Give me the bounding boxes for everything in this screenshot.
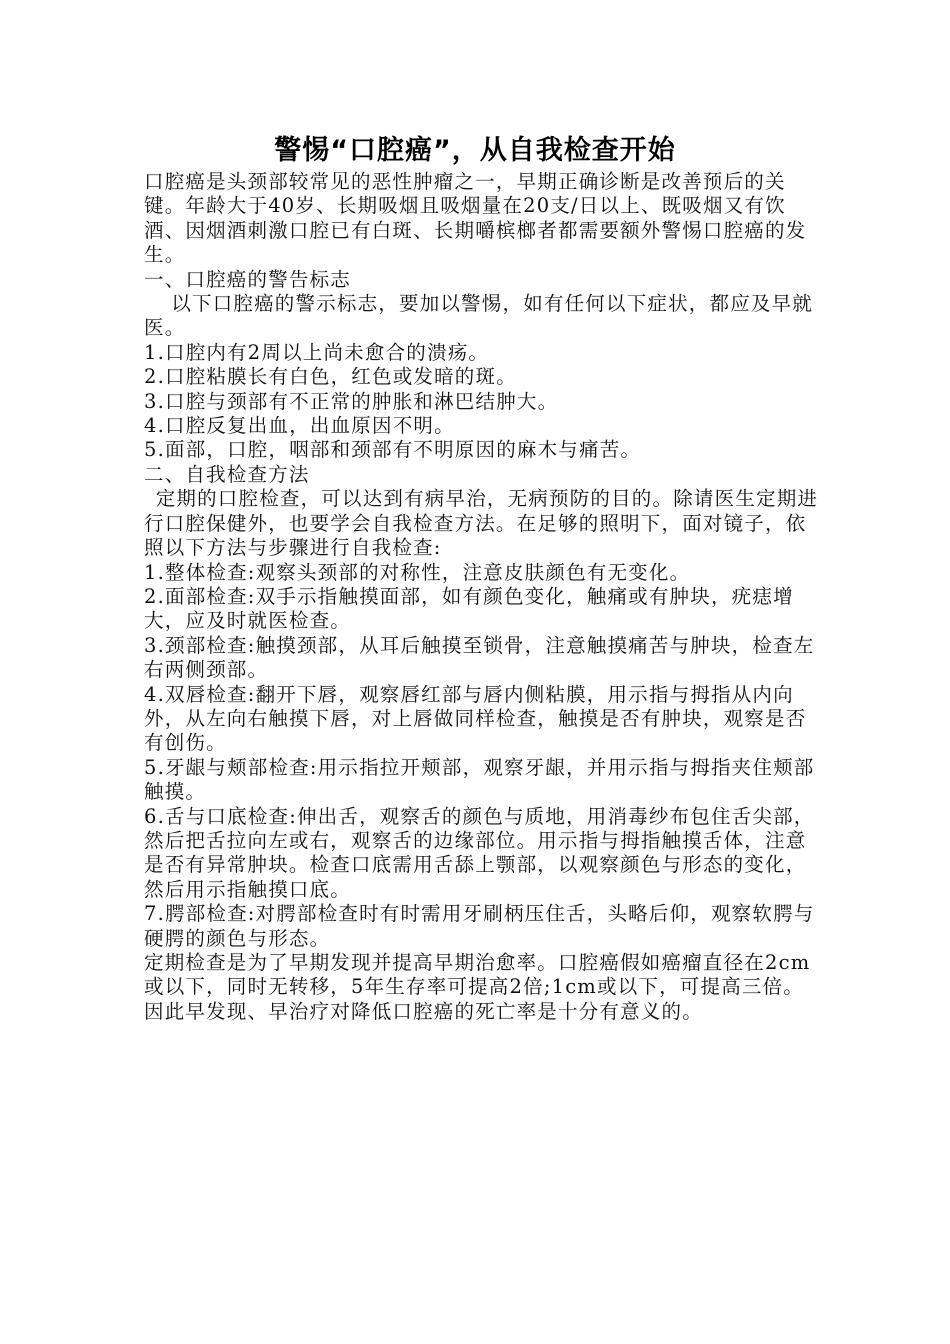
- warning-item-5: 5.面部，口腔，咽部和颈部有不明原因的麻木与痛苦。: [144, 438, 642, 462]
- exam-step-2: 2.面部检查:双手示指触摸面部，如有颜色变化，触痛或有肿块，疣痣增大，应及时就医检查。: [144, 584, 794, 633]
- warning-item-1: 1.口腔内有2周以上尚未愈合的溃疡。: [144, 340, 490, 364]
- exam-step-4: 4.双唇检查:翻开下唇，观察唇红部与唇内侧粘膜，用示指与拇指从内向外，从左向右触摸下唇，对上唇做同样检查，触摸是否有肿块，观察是否有创伤。: [144, 682, 807, 755]
- warning-item-4: 4.口腔反复出血，出血原因不明。: [144, 414, 455, 438]
- exam-step-1: 1.整体检查:观察头颈部的对称性，注意皮肤颜色有无变化。: [144, 560, 691, 584]
- section-heading-self-exam: 二、自我检查方法: [144, 462, 310, 486]
- intro-paragraph: 口腔癌是头颈部较常见的恶性肿瘤之一，早期正确诊断是改善预后的关键。年龄大于40岁、长期吸烟且吸烟量在20支/日以上、既吸烟又有饮酒、因烟酒刺激口腔已有白斑、长期嚼槟榔者都需要额外警惕口腔癌的发生。: [144, 170, 807, 267]
- exam-step-6: 6.舌与口底检查:伸出舌，观察舌的颜色与质地，用消毒纱布包住舌尖部，然后把舌拉向左或右，观察舌的边缘部位。用示指与拇指触摸舌体，注意是否有异常肿块。检查口底需用舌舔上颚部，以观察颜色与形态的变化，然后用示指触摸口底。: [144, 804, 815, 901]
- warning-item-2: 2.口腔粘膜长有白色，红色或发暗的斑。: [144, 365, 517, 389]
- self-exam-intro-paragraph: 定期的口腔检查，可以达到有病早治，无病预防的目的。除请医生定期进行口腔保健外，也要学会自我检查方法。在足够的照明下，面对镜子，依照以下方法与步骤进行自我检查:: [144, 487, 819, 560]
- page-title: 警惕“口腔癌”，从自我检查开始: [274, 135, 676, 166]
- warning-item-3: 3.口腔与颈部有不正常的肿胀和淋巴结肿大。: [144, 389, 559, 413]
- warning-intro-paragraph: 以下口腔癌的警示标志，要加以警惕，如有任何以下症状，都应及早就医。: [144, 292, 813, 340]
- exam-step-3: 3.颈部检查:触摸颈部，从耳后触摸至锁骨，注意触摸痛苦与肿块，检查左右两侧颈部。: [144, 633, 815, 682]
- conclusion-paragraph: 定期检查是为了早期发现并提高早期治愈率。口腔癌假如癌瘤直径在2cm或以下，同时无转移，5年生存率可提高2倍;1cm或以下，可提高三倍。因此早发现、早治疗对降低口腔癌的死亡率是十分有意义的。: [144, 951, 811, 1023]
- exam-step-5: 5.牙龈与颊部检查:用示指拉开颊部，观察牙龈，并用示指与拇指夹住颊部触摸。: [144, 755, 815, 804]
- document-body: [144, 170, 824, 1024]
- section-heading-warning-signs: 一、口腔癌的警告标志: [144, 267, 352, 291]
- exam-step-7: 7.腭部检查:对腭部检查时有时需用牙刷柄压住舌，头略后仰，观察软腭与硬腭的颜色与形态。: [144, 902, 815, 950]
